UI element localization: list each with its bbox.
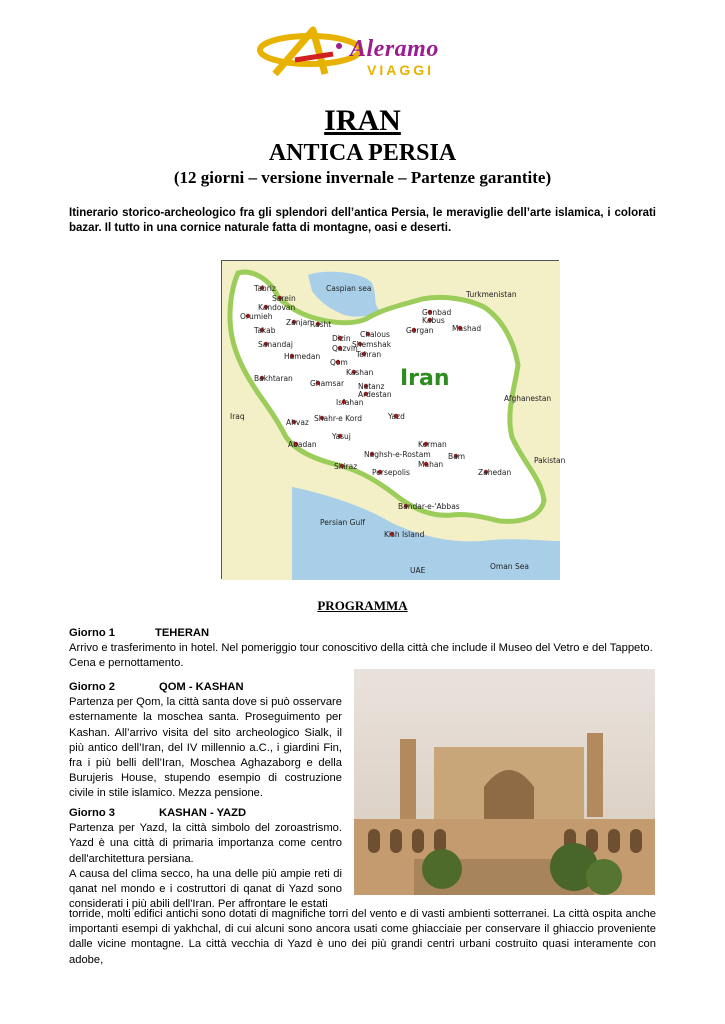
day-2-text: Partenza per Qom, la città santa dove si può osservare esternamente la moschea santa. Proseguimento per Kashan. All’arrivo visita del sito archeologico Sialk, il più antico dell’Iran, del IV millennio a.C., i giardini Fin, fra i più belli dell’Iran, Moschea Aghazaborg e della Burujeris House, stupendo esempio di costruzione civile in stile islamico. Mezza pensione. [69,696,342,800]
map-city-label: Kabus [422,316,445,325]
map-city-label: Bam [448,452,466,461]
map-city-label: Mashad [452,324,482,333]
map-city-label: Gonbad [422,308,452,317]
day-1-text: Arrivo e trasferimento in hotel. Nel pomeriggio tour conoscitivo della città che include il Museo del Vetro e del Tappeto. Cena e pernottamento. [69,642,653,670]
kashan-building-photo [354,669,655,895]
map-city-label: Zanjan [286,318,312,327]
map-region-label: UAE [410,566,426,575]
map-city-label: Shahr-e Kord [314,414,363,423]
programme-heading: PROGRAMMA [317,598,408,613]
map-city-label: Orumieh [240,312,273,321]
day-3 [69,806,342,912]
map-city-label: Yazd [388,412,405,421]
map-city-label: Zahedan [478,468,512,477]
map-region-label: Afghanestan [504,394,552,403]
map-region-label: Caspian sea [326,284,372,293]
map-city-label: Ghamsar [310,379,345,388]
day-3-text-2: A causa del clima secco, ha una delle più ampie reti di qanat nel mondo e i costruttori di qanat di Yazd sono considerati i più abili dell'Iran. Per affrontare le estati [69,867,342,911]
map-city-label: Yasuj [332,432,351,441]
map-city-label: Bandar-e-'Abbas [398,502,460,511]
day-2 [69,680,342,802]
day-3-header [69,806,342,821]
page-title: IRAN [324,104,401,137]
map-city-label: Natanz [358,382,385,391]
map-city-label: Sanandaj [258,340,293,349]
logo-subtitle: VIAGGI [367,62,435,78]
map-city-label: Rasht [310,320,332,329]
day-1 [69,626,656,672]
map-city-label: Naghsh-e-Rostam [364,450,431,459]
iran-map [221,260,566,579]
map-city-label: Chalous [360,330,390,339]
day-3-label: Giorno 3 [69,807,115,819]
map-city-label: Kashan [346,368,374,377]
map-region-label: Pakistan [534,456,566,465]
day-2-label: Giorno 2 [69,681,115,693]
map-city-label: Shiraz [334,462,358,471]
day-3-place: KASHAN - YAZD [159,807,247,819]
map-city-label: Hamedan [284,352,321,361]
map-city-label: Kerman [418,440,447,449]
map-city-label: Isfahan [336,398,364,407]
day-2-header [69,680,342,695]
day-2-place: QOM - KASHAN [159,681,244,693]
map-city-label: Ahvaz [286,418,309,427]
map-city-label: Bakhtaran [254,374,293,383]
day-3-text-3: torride, molti edifici antichi sono dotati di magnifiche torri del vento e di vasti ambienti sotterranei. La città ospita anche importanti esempi di yakhchal, di cui alcuni sono ancora usati come ghiacciaie per conservare il ghiaccio proveniente dalle vicine montagne. La città vecchia di Yazd è uno dei più grandi centri urbani costruito quasi interamente con adobe, [69,908,656,966]
company-logo [255,24,465,84]
map-country-label: Iran [400,366,450,391]
map-region-label: Oman Sea [490,562,529,571]
map-region-label: Turkmenistan [466,290,517,299]
page-subtitle: ANTICA PERSIA [268,140,457,166]
map-city-label: Shemshak [352,340,392,349]
map-city-label: Kish Island [384,530,425,539]
map-city-label: Takab [254,326,276,335]
map-city-label: Tehran [356,350,382,359]
map-city-label: Qom [330,358,348,367]
intro-paragraph: Itinerario storico-archeologico fra gli splendori dell’antica Persia, le meraviglie dell’arte islamica, i colorati bazar. Il tutto in una cornice naturale fatta di montagne, oasi e deserti. [69,207,656,234]
map-city-label: Persepolis [372,468,410,477]
map-city-label: Sarein [272,294,296,303]
map-region-label: Persian Gulf [320,518,365,527]
map-city-label: Mahan [418,460,444,469]
day-3-text-1: Partenza per Yazd, la città simbolo del zoroastrismo. Yazd è una città di primaria importanza come centro dell'architettura persiana. [69,822,342,865]
map-region-label: Iraq [230,412,245,421]
map-city-label: Ardestan [358,390,392,399]
map-city-label: Qazvin [332,344,358,353]
page-tagline: (12 giorni – versione invernale – Partenze garantite) [173,168,552,187]
day-1-header [69,626,656,641]
map-city-label: Gorgan [406,326,434,335]
map-city-label: Dizin [332,334,351,343]
map-city-label: Abadan [288,440,317,449]
day-1-label: Giorno 1 [69,627,115,639]
map-city-label: Kandovan [258,303,296,312]
logo-brand: Aleramo [350,36,439,62]
day-1-place: TEHERAN [155,627,210,639]
map-city-label: Tabriz [254,284,276,293]
